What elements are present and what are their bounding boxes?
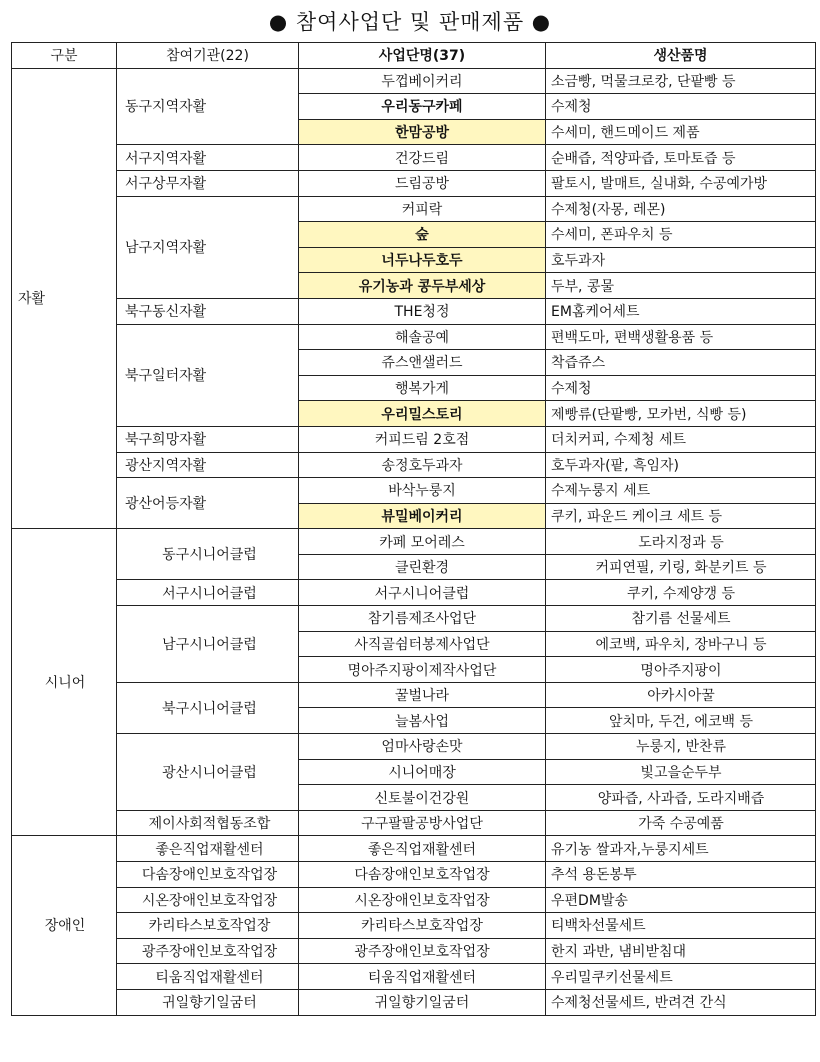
- organization-cell: 광산시니어클럽: [117, 734, 299, 811]
- product-cell: 쿠키, 수제양갱 등: [546, 580, 816, 606]
- table-body: [12, 68, 816, 1015]
- product-cell: 호두과자: [546, 247, 816, 273]
- product-cell: 수세미, 핸드메이드 제품: [546, 119, 816, 145]
- business-cell: 늘봄사업: [299, 708, 546, 734]
- table-row: [12, 478, 816, 504]
- product-cell: 소금빵, 먹물크로캉, 단팥빵 등: [546, 68, 816, 94]
- business-cell: 사직골쉼터봉제사업단: [299, 631, 546, 657]
- table-row: [12, 529, 816, 555]
- business-cell: 명아주지팡이제작사업단: [299, 657, 546, 683]
- product-cell: 순배즙, 적양파즙, 토마토즙 등: [546, 145, 816, 171]
- product-cell: 우리밀쿠키선물세트: [546, 964, 816, 990]
- business-cell: 귀일향기일굼터: [299, 989, 546, 1015]
- organization-cell: 북구일터자활: [117, 324, 299, 426]
- business-cell: 카리타스보호작업장: [299, 913, 546, 939]
- product-cell: 쿠키, 파운드 케이크 세트 등: [546, 503, 816, 529]
- organization-cell: 광주장애인보호작업장: [117, 938, 299, 964]
- organization-cell: 다솜장애인보호작업장: [117, 862, 299, 888]
- table-row: [12, 196, 816, 222]
- category-cell: 자활: [12, 68, 117, 529]
- business-cell: 커피드림 2호점: [299, 426, 546, 452]
- product-cell: 편백도마, 편백생활용품 등: [546, 324, 816, 350]
- product-cell: 앞치마, 두건, 에코백 등: [546, 708, 816, 734]
- table-row: [12, 836, 816, 862]
- business-cell: 한맘공방: [299, 119, 546, 145]
- table-header-row: [12, 43, 816, 69]
- organization-cell: 좋은직업재활센터: [117, 836, 299, 862]
- business-cell: 뷰밀베이커리: [299, 503, 546, 529]
- product-cell: 더치커피, 수제청 세트: [546, 426, 816, 452]
- business-cell: 시온장애인보호작업장: [299, 887, 546, 913]
- organization-cell: 서구상무자활: [117, 170, 299, 196]
- business-cell: 신토불이건강원: [299, 785, 546, 811]
- product-cell: 티백차선물세트: [546, 913, 816, 939]
- business-cell: 행복가게: [299, 375, 546, 401]
- participants-table: [11, 42, 816, 1016]
- table-row: [12, 862, 816, 888]
- table-row: [12, 989, 816, 1015]
- category-cell: 시니어: [12, 529, 117, 836]
- product-cell: 두부, 콩물: [546, 273, 816, 299]
- business-cell: 우리동구카페: [299, 94, 546, 120]
- table-row: [12, 426, 816, 452]
- product-cell: 팔토시, 발매트, 실내화, 수공예가방: [546, 170, 816, 196]
- business-cell: 드림공방: [299, 170, 546, 196]
- business-cell: 건강드림: [299, 145, 546, 171]
- business-cell: 티움직업재활센터: [299, 964, 546, 990]
- table-row: [12, 682, 816, 708]
- product-cell: 수제청(자몽, 레몬): [546, 196, 816, 222]
- product-cell: 한지 과반, 냄비받침대: [546, 938, 816, 964]
- business-cell: 숲: [299, 222, 546, 248]
- business-cell: 바삭누룽지: [299, 478, 546, 504]
- product-cell: 유기농 쌀과자,누룽지세트: [546, 836, 816, 862]
- business-cell: 다솜장애인보호작업장: [299, 862, 546, 888]
- header-product: 생산품명: [546, 43, 816, 69]
- organization-cell: 남구지역자활: [117, 196, 299, 298]
- product-cell: 수제청: [546, 94, 816, 120]
- product-cell: 참기름 선물세트: [546, 606, 816, 632]
- product-cell: 명아주지팡이: [546, 657, 816, 683]
- product-cell: 아카시아꿀: [546, 682, 816, 708]
- organization-cell: 서구시니어클럽: [117, 580, 299, 606]
- table-row: [12, 734, 816, 760]
- product-cell: 도라지정과 등: [546, 529, 816, 555]
- business-cell: 참기름제조사업단: [299, 606, 546, 632]
- business-cell: 유기농과 콩두부세상: [299, 273, 546, 299]
- product-cell: 우편DM발송: [546, 887, 816, 913]
- product-cell: 에코백, 파우치, 장바구니 등: [546, 631, 816, 657]
- organization-cell: 북구시니어클럽: [117, 682, 299, 733]
- table-row: [12, 170, 816, 196]
- table-row: [12, 145, 816, 171]
- organization-cell: 남구시니어클럽: [117, 606, 299, 683]
- business-cell: 카페 모어레스: [299, 529, 546, 555]
- organization-cell: 시온장애인보호작업장: [117, 887, 299, 913]
- organization-cell: 광산지역자활: [117, 452, 299, 478]
- organization-cell: 제이사회적협동조합: [117, 810, 299, 836]
- business-cell: 좋은직업재활센터: [299, 836, 546, 862]
- table-row: [12, 324, 816, 350]
- table-row: [12, 452, 816, 478]
- product-cell: 수제누룽지 세트: [546, 478, 816, 504]
- business-cell: 너두나두호두: [299, 247, 546, 273]
- organization-cell: 북구동신자활: [117, 298, 299, 324]
- business-cell: 광주장애인보호작업장: [299, 938, 546, 964]
- page-title: ● 참여사업단 및 판매제품 ●: [268, 10, 552, 34]
- table-row: [12, 913, 816, 939]
- business-cell: 클린환경: [299, 554, 546, 580]
- business-cell: 송정호두과자: [299, 452, 546, 478]
- organization-cell: 카리타스보호작업장: [117, 913, 299, 939]
- business-cell: THE청정: [299, 298, 546, 324]
- table-row: [12, 964, 816, 990]
- organization-cell: 서구지역자활: [117, 145, 299, 171]
- product-cell: 착즙쥬스: [546, 350, 816, 376]
- business-cell: 해솔공예: [299, 324, 546, 350]
- product-cell: 수세미, 폰파우치 등: [546, 222, 816, 248]
- table-row: [12, 580, 816, 606]
- business-cell: 쥬스앤샐러드: [299, 350, 546, 376]
- organization-cell: 동구시니어클럽: [117, 529, 299, 580]
- table-row: [12, 606, 816, 632]
- organization-cell: 북구희망자활: [117, 426, 299, 452]
- product-cell: 호두과자(팥, 흑임자): [546, 452, 816, 478]
- header-organization: 참여기관(22): [117, 43, 299, 69]
- table-row: [12, 68, 816, 94]
- table-row: [12, 298, 816, 324]
- business-cell: 엄마사랑손맛: [299, 734, 546, 760]
- business-cell: 꿀벌나라: [299, 682, 546, 708]
- business-cell: 시니어매장: [299, 759, 546, 785]
- product-cell: 수제청선물세트, 반려견 간식: [546, 989, 816, 1015]
- product-cell: 추석 용돈봉투: [546, 862, 816, 888]
- table-row: [12, 938, 816, 964]
- product-cell: 제빵류(단팥빵, 모카번, 식빵 등): [546, 401, 816, 427]
- header-category: 구분: [12, 43, 117, 69]
- product-cell: EM홈케어세트: [546, 298, 816, 324]
- organization-cell: 동구지역자활: [117, 68, 299, 145]
- organization-cell: 광산어등자활: [117, 478, 299, 529]
- product-cell: 수제청: [546, 375, 816, 401]
- organization-cell: 티움직업재활센터: [117, 964, 299, 990]
- product-cell: 가죽 수공예품: [546, 810, 816, 836]
- category-cell: 장애인: [12, 836, 117, 1015]
- table-row: [12, 810, 816, 836]
- product-cell: 누룽지, 반찬류: [546, 734, 816, 760]
- organization-cell: 귀일향기일굼터: [117, 989, 299, 1015]
- header-business: 사업단명(37): [299, 43, 546, 69]
- product-cell: 커피연필, 키링, 화분키트 등: [546, 554, 816, 580]
- business-cell: 구구팔팔공방사업단: [299, 810, 546, 836]
- table-row: [12, 887, 816, 913]
- product-cell: 빛고을순두부: [546, 759, 816, 785]
- product-cell: 양파즙, 사과즙, 도라지배즙: [546, 785, 816, 811]
- business-cell: 두껍베이커리: [299, 68, 546, 94]
- business-cell: 우리밀스토리: [299, 401, 546, 427]
- business-cell: 커피락: [299, 196, 546, 222]
- business-cell: 서구시니어클럽: [299, 580, 546, 606]
